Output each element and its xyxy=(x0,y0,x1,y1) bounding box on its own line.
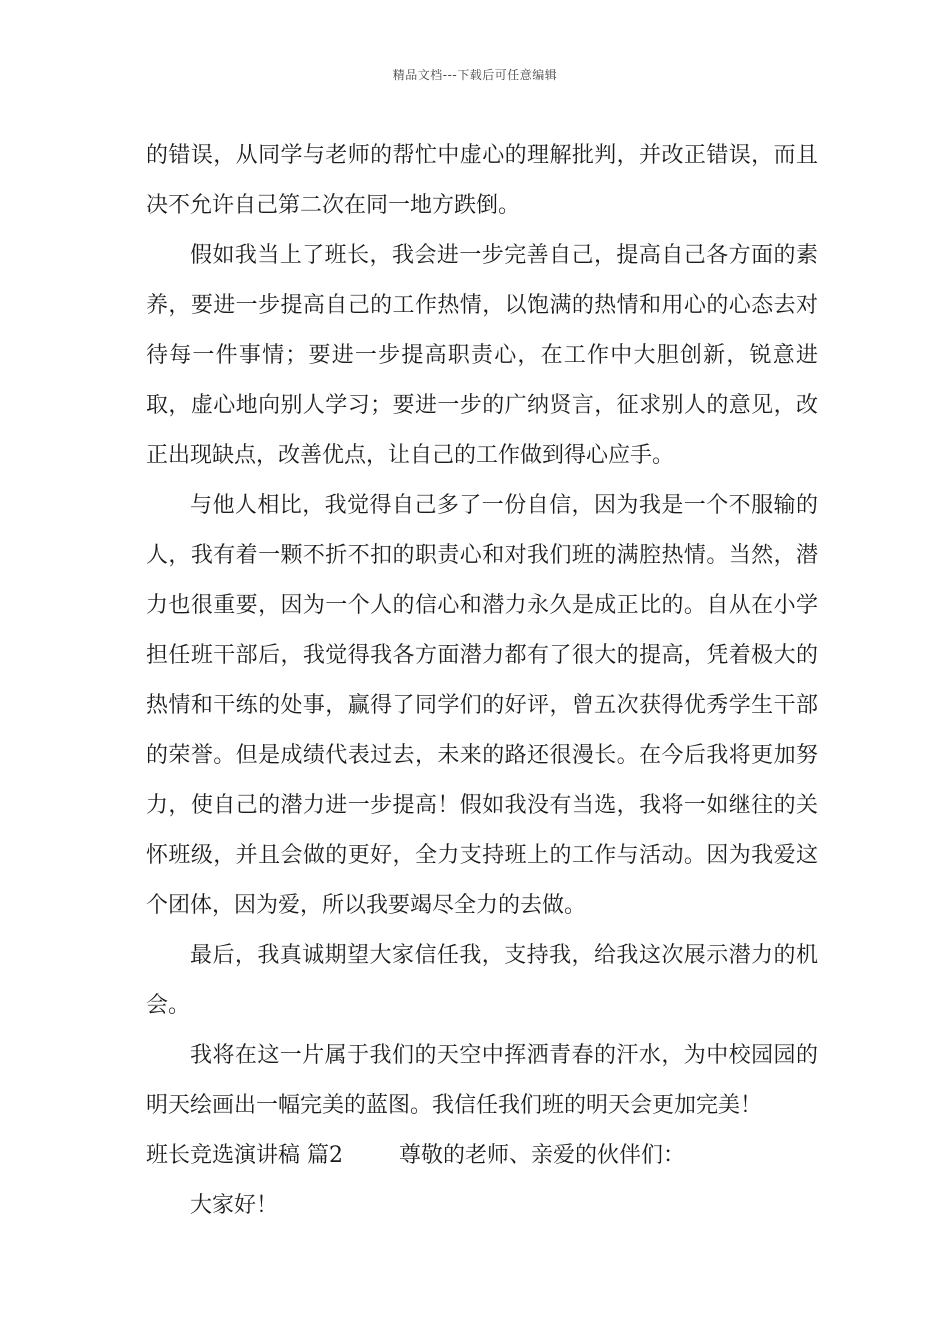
title-gap xyxy=(343,1143,399,1168)
document-body xyxy=(146,131,818,1231)
greeting: 大家好！ xyxy=(190,1193,279,1218)
section-title: 班长竞选演讲稿 篇2 xyxy=(146,1143,343,1168)
paragraph: 与他人相比，我觉得自己多了一份自信，因为我是一个不服输的人，我有着一颗不折不扣的职责心和对我们班的满腔热情。当然，潜力也很重要，因为一个人的信心和潜力永久是成正比的。自从在小学担任班干部后，我觉得我各方面潜力都有了很大的提高，凭着极大的热情和干练的处事，赢得了同学们的好评，曾五次获得优秀学生干部的荣誉。但是成绩代表过去，未来的路还很漫长。在今后我将更加努力，使自己的潜力进一步提高！假如我没有当选，我将一如继往的关怀班级，并且会做的更好，全力支持班上的工作与活动。因为我爱这个团体，因为爱，所以我要竭尽全力的去做。 xyxy=(146,493,818,918)
paragraph: 假如我当上了班长，我会进一步完善自己，提高自己各方面的素养，要进一步提高自己的工作热情，以饱满的热情和用心的心态去对待每一件事情；要进一步提高职责心，在工作中大胆创新，锐意进取，虚心地向别人学习；要进一步的广纳贤言，征求别人的意见，改正出现缺点，改善优点，让自己的工作做到得心应手。 xyxy=(146,243,818,468)
paragraph: 我将在这一片属于我们的天空中挥洒青春的汗水，为中校园园的明天绘画出一幅完美的蓝图。我信任我们班的明天会更加完美！ xyxy=(146,1043,818,1118)
section-title-line xyxy=(146,1131,818,1181)
salutation: 尊敬的老师、亲爱的伙伴们： xyxy=(398,1143,685,1168)
paragraph: 最后，我真诚期望大家信任我，支持我，给我这次展示潜力的机会。 xyxy=(146,943,818,1018)
paragraph: 的错误，从同学与老师的帮忙中虚心的理解批判，并改正错误，而且决不允许自己第二次在同一地方跌倒。 xyxy=(146,143,818,218)
page-header: 精品文档---下载后可任意编辑 xyxy=(392,68,558,82)
